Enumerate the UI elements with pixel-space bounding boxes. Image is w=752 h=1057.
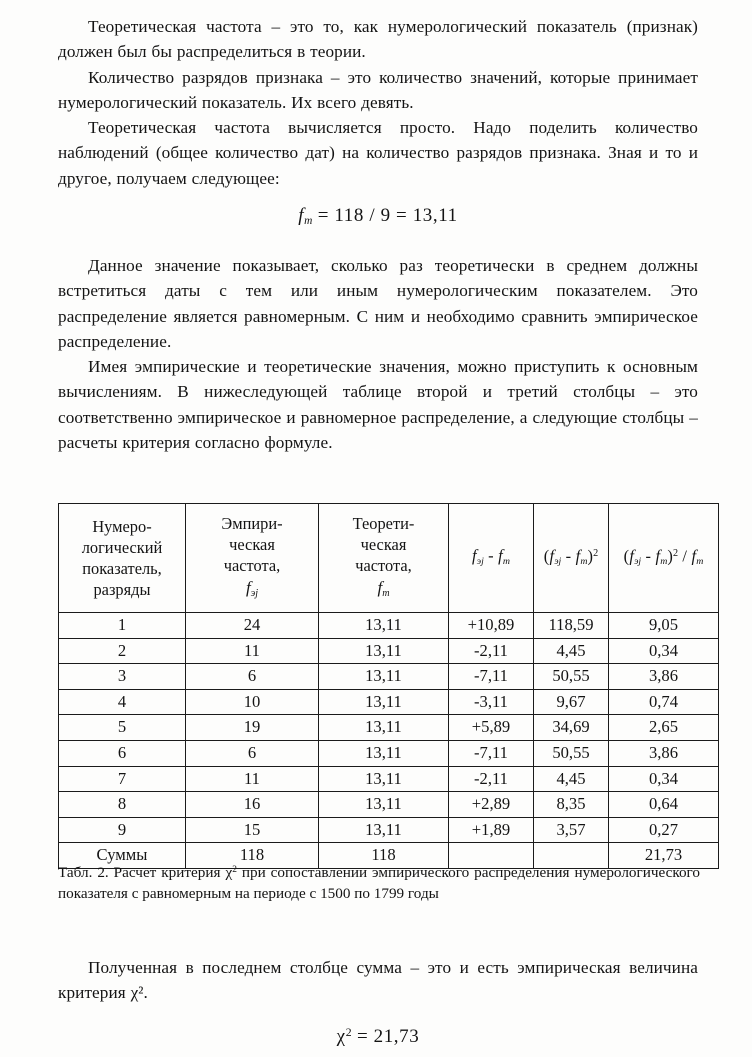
header-line-2: ческая	[229, 534, 275, 554]
header-line-4: разряды	[93, 580, 151, 599]
caption-text-after: при сопоставлении эмпирического распределения нумерологического показателя с равномерным на периоде с 1500 по 1799 годы	[58, 863, 700, 903]
cell-theoretical: 13,11	[319, 817, 449, 843]
text-block-middle	[58, 253, 698, 455]
cell-difference: -7,11	[449, 664, 534, 690]
cell-difference: +5,89	[449, 715, 534, 741]
cell-theoretical: 13,11	[319, 740, 449, 766]
cell-rank: 2	[59, 638, 186, 664]
table-row	[59, 792, 719, 818]
column-header-difference: $f_{эj} - f_т$	[449, 504, 534, 613]
cell-chi-term: 0,34	[609, 638, 719, 664]
cell-totals-empirical: 118	[186, 843, 319, 869]
cell-theoretical: 13,11	[319, 638, 449, 664]
cell-difference-squared: 50,55	[534, 664, 609, 690]
cell-chi-term: 0,64	[609, 792, 719, 818]
paragraph-6: Полученная в последнем столбце сумма – это и есть эмпирическая величина критерия χ².	[58, 958, 698, 1003]
text-block-intro	[58, 14, 698, 191]
formula-chi-expression: = 21,73	[356, 1026, 420, 1048]
header-line-3: частота,	[223, 555, 281, 575]
cell-chi-term: 3,86	[609, 664, 719, 690]
header-line-2: ческая	[360, 534, 407, 554]
cell-theoretical: 13,11	[319, 715, 449, 741]
cell-difference-squared: 50,55	[534, 740, 609, 766]
header-line-1: Нумеро-	[92, 517, 152, 536]
paragraph-1: Теоретическая частота – это то, как нумерологический показатель (признак) должен был бы распределиться в теории.	[58, 17, 698, 62]
cell-difference-squared: 8,35	[534, 792, 609, 818]
cell-chi-term: 9,05	[609, 613, 719, 639]
cell-chi-term: 0,74	[609, 689, 719, 715]
cell-theoretical: 13,11	[319, 664, 449, 690]
table-row	[59, 613, 719, 639]
cell-totals-theoretical: 118	[319, 843, 449, 869]
cell-difference-squared: 4,45	[534, 638, 609, 664]
cell-totals-chi-term: 21,73	[609, 843, 719, 869]
cell-empirical: 10	[186, 689, 319, 715]
table-caption	[58, 860, 700, 905]
table-row	[59, 638, 719, 664]
cell-chi-term: 0,27	[609, 817, 719, 843]
cell-chi-term: 3,86	[609, 740, 719, 766]
paragraph-3: Теоретическая частота вычисляется просто. Надо поделить количество наблюдений (общее количество дат) на количество разрядов признака. Зная и то и другое, получаем следующее:	[58, 118, 698, 188]
column-header-chi-term: $(f_{эj} - f_т)^2 / f_т$	[609, 504, 719, 613]
paragraph-4: Данное значение показывает, сколько раз теоретически в среднем должны встретиться даты с тем или иным нумерологическим показателем. Это распределение является равномерным. С ним и необходимо сравнить эмпирическое распределение.	[58, 256, 698, 351]
cell-difference-squared: 34,69	[534, 715, 609, 741]
table-header	[59, 504, 719, 613]
column-header-empirical-frequency	[186, 504, 319, 613]
cell-difference-squared: 3,57	[534, 817, 609, 843]
cell-difference: +2,89	[449, 792, 534, 818]
cell-empirical: 15	[186, 817, 319, 843]
cell-empirical: 11	[186, 766, 319, 792]
table-row	[59, 817, 719, 843]
cell-difference: -3,11	[449, 689, 534, 715]
cell-theoretical: 13,11	[319, 613, 449, 639]
table-row	[59, 715, 719, 741]
cell-empirical: 16	[186, 792, 319, 818]
text-block-closing	[58, 955, 698, 1006]
cell-totals-label: Суммы	[59, 843, 186, 869]
cell-empirical: 6	[186, 740, 319, 766]
header-line-2: логический	[81, 538, 163, 557]
cell-empirical: 11	[186, 638, 319, 664]
cell-difference: +1,89	[449, 817, 534, 843]
cell-difference: -2,11	[449, 766, 534, 792]
paragraph-5: Имея эмпирические и теоретические значения, можно приступить к основным вычислениям. В нижеследующей таблице второй и третий столбцы – это соответственно эмпирическое и равномерное распределение, а следующие столбцы – расчеты критерия согласно формуле.	[58, 357, 698, 453]
formula-chi-square-result	[58, 1020, 698, 1050]
cell-difference-squared: 118,59	[534, 613, 609, 639]
cell-empirical: 19	[186, 715, 319, 741]
cell-theoretical: 13,11	[319, 792, 449, 818]
chi-square-table	[58, 503, 719, 869]
cell-empirical: 6	[186, 664, 319, 690]
cell-theoretical: 13,11	[319, 689, 449, 715]
table-row	[59, 766, 719, 792]
header-symbol-f-empirical: $f_{эj}$	[245, 577, 259, 599]
cell-rank: 6	[59, 740, 186, 766]
cell-difference: -2,11	[449, 638, 534, 664]
formula-symbol-f: f	[298, 205, 305, 226]
cell-rank: 4	[59, 689, 186, 715]
cell-difference: -7,11	[449, 740, 534, 766]
caption-text-before: Табл. 2. Расчет критерия	[58, 863, 226, 881]
cell-rank: 8	[59, 792, 186, 818]
paragraph-2: Количество разрядов признака – это количество значений, которые принимает нумерологический показатель. Их всего девять.	[58, 67, 698, 112]
table-body	[59, 613, 719, 869]
header-line-3: частота,	[355, 555, 412, 575]
cell-difference-squared: 4,45	[534, 766, 609, 792]
table-header-row	[59, 504, 719, 613]
cell-rank: 3	[59, 664, 186, 690]
header-line-1: Теорети-	[352, 513, 415, 533]
header-line-3: показатель,	[82, 559, 162, 578]
table-row	[59, 740, 719, 766]
cell-rank: 1	[59, 613, 186, 639]
header-line-1: Эмпири-	[221, 513, 283, 533]
table-row	[59, 664, 719, 690]
cell-difference-squared: 9,67	[534, 689, 609, 715]
cell-rank: 9	[59, 817, 186, 843]
cell-rank: 5	[59, 715, 186, 741]
cell-rank: 7	[59, 766, 186, 792]
formula-subscript-t: т	[304, 215, 313, 228]
formula-chi-symbol: $\chi^2$	[336, 1026, 352, 1048]
cell-chi-term: 2,65	[609, 715, 719, 741]
cell-empirical: 24	[186, 613, 319, 639]
formula-theoretical-frequency	[58, 203, 698, 234]
cell-chi-term: 0,34	[609, 766, 719, 792]
cell-theoretical: 13,11	[319, 766, 449, 792]
column-header-difference-squared: $(f_{эj} - f_т)^2$	[534, 504, 609, 613]
column-header-numerology	[59, 504, 186, 613]
column-header-theoretical-frequency	[319, 504, 449, 613]
table-row	[59, 689, 719, 715]
cell-difference: +10,89	[449, 613, 534, 639]
header-symbol-f-theoretical: $f_т$	[377, 577, 390, 599]
caption-chi-symbol: $\chi^2$	[225, 863, 237, 881]
formula-expression: = 118 / 9 = 13,11	[317, 205, 458, 226]
